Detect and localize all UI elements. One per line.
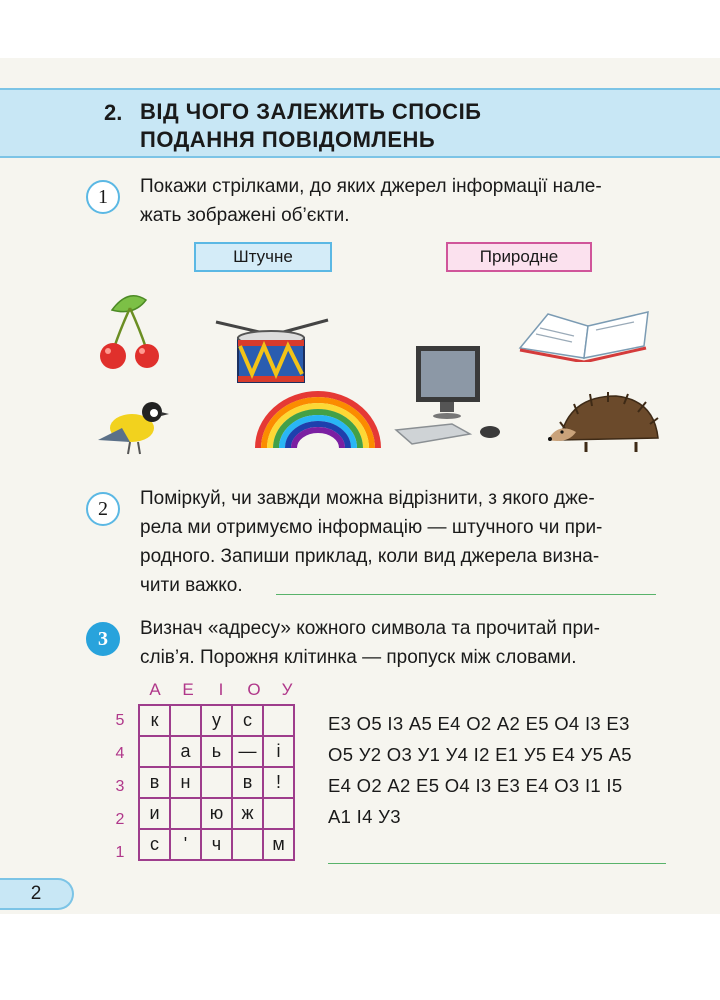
hedgehog-picture[interactable] — [546, 392, 660, 456]
grid-column-label: А — [149, 680, 161, 699]
task2-number-badge: 2 — [86, 492, 120, 526]
drum-picture[interactable] — [210, 318, 330, 386]
grid-cell — [264, 799, 295, 830]
computer-picture[interactable] — [394, 344, 506, 454]
grid-row-label: 4 — [115, 745, 125, 762]
grid-cell: ! — [264, 768, 295, 799]
grid-cell: с — [140, 830, 171, 861]
task1-text — [140, 172, 668, 230]
grid-row-label: 2 — [115, 811, 125, 828]
task1-line2: жать зображені об’єкти. — [140, 205, 350, 226]
grid-column-label: Е — [182, 680, 194, 699]
open-book-picture[interactable] — [518, 308, 650, 362]
titmouse-bird-picture[interactable] — [94, 398, 170, 458]
section-title-line2: ПОДАННЯ ПОВІДОМЛЕНЬ — [140, 127, 436, 152]
letter-grid — [138, 704, 295, 861]
cherries-picture[interactable] — [94, 290, 166, 374]
task3-line2: слів’я. Порожня клітинка — пропуск між словами. — [140, 647, 577, 668]
task1-line1: Покажи стрілками, до яких джерел інформації нале- — [140, 176, 602, 197]
label-natural[interactable]: Природне — [446, 242, 592, 272]
task3-answer-line[interactable] — [328, 863, 666, 864]
grid-cell: у — [202, 706, 233, 737]
task2-text — [140, 484, 668, 600]
task2-line1: Поміркуй, чи завжди можна відрізнити, з якого дже- — [140, 488, 595, 509]
section-title-line1: ВІД ЧОГО ЗАЛЕЖИТЬ СПОСІБ — [140, 99, 482, 124]
section-number: 2. — [104, 100, 123, 125]
grid-column-label: У — [281, 680, 293, 699]
grid-row-label: 5 — [115, 712, 125, 729]
grid-cell: в — [233, 768, 264, 799]
grid-cell: — — [233, 737, 264, 768]
grid-cell — [140, 737, 171, 768]
task2-line4: чити важко. — [140, 575, 243, 596]
grid-cell: к — [140, 706, 171, 737]
grid-row-label: 3 — [115, 778, 125, 795]
task3-line1: Визнач «адресу» кожного символа та прочитай при- — [140, 618, 600, 639]
cipher-codes — [328, 708, 668, 832]
grid-cell — [171, 799, 202, 830]
grid-cell: м — [264, 830, 295, 861]
grid-cell: с — [233, 706, 264, 737]
grid-cell: ю — [202, 799, 233, 830]
task2-answer-line[interactable] — [276, 594, 656, 595]
grid-column-label: О — [247, 680, 261, 699]
task3-number-badge: 3 — [86, 622, 120, 656]
task2-line2: рела ми отримуємо інформацію — штучного чи при- — [140, 517, 603, 538]
grid-cell — [202, 768, 233, 799]
grid-cell: и — [140, 799, 171, 830]
cipher-code-line: О5 У2 О3 У1 У4 І2 Е1 У5 Е4 У5 А5 — [328, 744, 632, 765]
section-title — [140, 98, 560, 154]
page-number: 2 — [0, 878, 74, 910]
grid-cell: ж — [233, 799, 264, 830]
grid-cell: н — [171, 768, 202, 799]
cipher-code-line: Е4 О2 А2 Е5 О4 І3 Е3 Е4 О3 І1 І5 — [328, 775, 623, 796]
task2-line3: родного. Запиши приклад, коли вид джерела визна- — [140, 546, 600, 567]
grid-cell: а — [171, 737, 202, 768]
cipher-code-line: А1 І4 У3 — [328, 806, 401, 827]
grid-cell: ч — [202, 830, 233, 861]
grid-column-label: І — [218, 680, 224, 699]
grid-cell: ʹ — [171, 830, 202, 861]
grid-cell — [171, 706, 202, 737]
grid-cell — [233, 830, 264, 861]
grid-cell: в — [140, 768, 171, 799]
label-artificial[interactable]: Штучне — [194, 242, 332, 272]
grid-cell: ь — [202, 737, 233, 768]
rainbow-picture[interactable] — [252, 390, 384, 450]
task3-text — [140, 614, 668, 672]
cipher-code-line: Е3 О5 І3 А5 Е4 О2 А2 Е5 О4 І3 Е3 — [328, 713, 630, 734]
grid-cell: і — [264, 737, 295, 768]
task1-number-badge: 1 — [86, 180, 120, 214]
grid-cell — [264, 706, 295, 737]
grid-row-label: 1 — [115, 844, 125, 861]
